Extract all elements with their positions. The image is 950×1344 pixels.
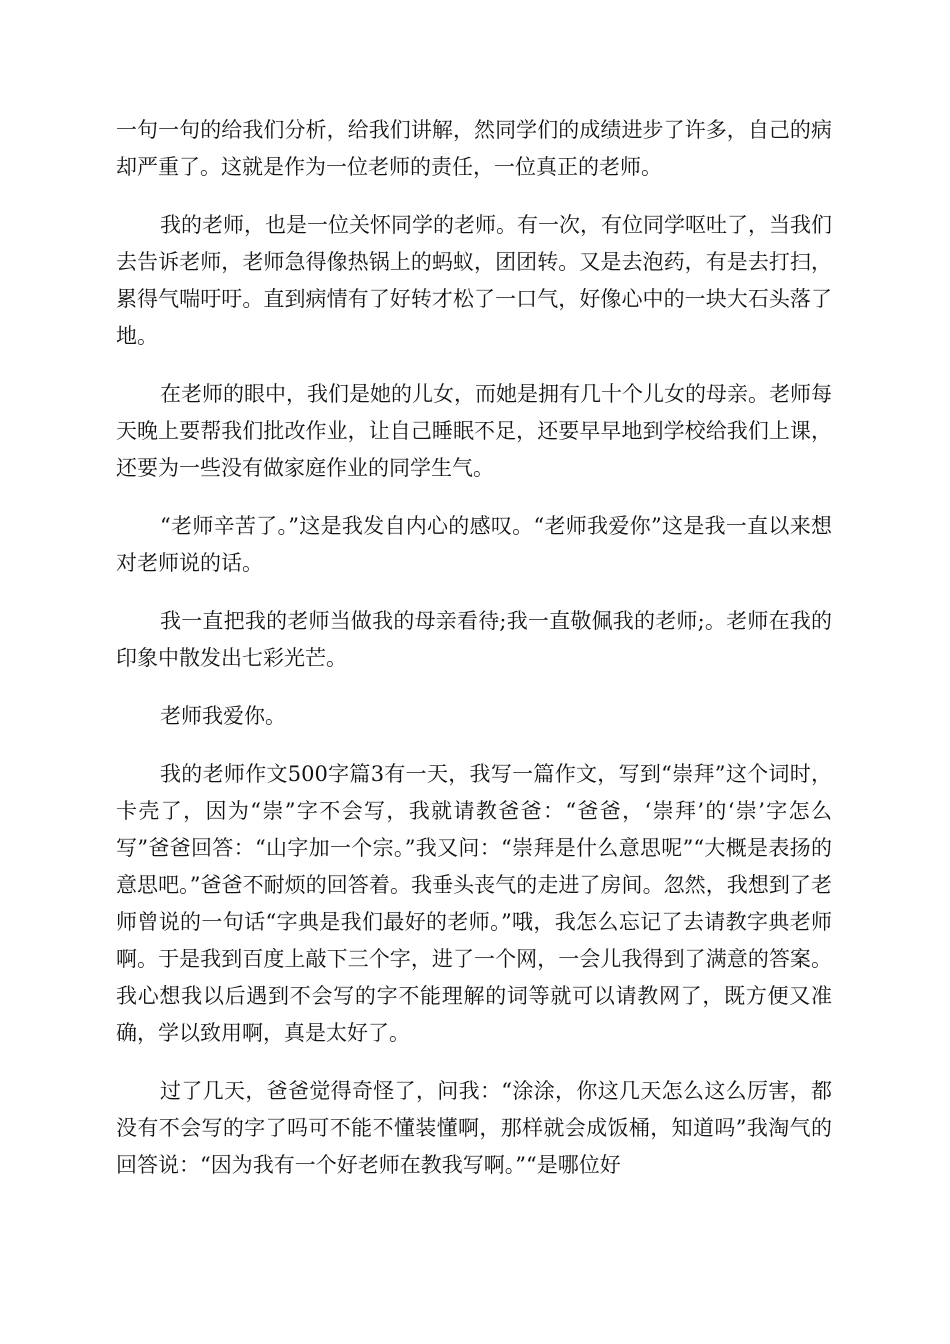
paragraph: 我一直把我的老师当做我的母亲看待;我一直敬佩我的老师;。老师在我的印象中散发出七彩光芒。	[116, 609, 832, 670]
paragraph: 一句一句的给我们分析，给我们讲解，然同学们的成绩进步了许多，自己的病却严重了。这就是作为一位老师的责任，一位真正的老师。	[116, 118, 832, 179]
paragraph: 老师我爱你。	[160, 704, 286, 728]
paragraph: “老师辛苦了。”这是我发自内心的感叹。“老师我爱你”这是我一直以来想对老师说的话。	[116, 514, 832, 575]
paragraph: 过了几天，爸爸觉得奇怪了，问我：“涂涂，你这几天怎么这么厉害，都没有不会写的字了吗可不能不懂装懂啊，那样就会成饭桶，知道吗”我淘气的回答说：“因为我有一个好老师在教我写啊。”“是哪位好	[116, 1079, 832, 1177]
paragraph: 我的老师，也是一位关怀同学的老师。有一次，有位同学呕吐了，当我们去告诉老师，老师急得像热锅上的蚂蚁，团团转。又是去泡药，有是去打扫，累得气喘吁吁。直到病情有了好转才松了一口气，好像心中的一块大石头落了地。	[116, 213, 832, 348]
paragraph: 我的老师作文500字篇3有一天，我写一篇作文，写到“崇拜”这个词时，卡壳了，因为“崇”字不会写，我就请教爸爸：“爸爸，‘崇拜’的‘崇’字怎么写”爸爸回答：“山字加一个宗。”我又问：“崇拜是什么意思呢”“大概是表扬的意思吧。”爸爸不耐烦的回答着。我垂头丧气的走进了房间。忽然，我想到了老师曾说的一句话“字典是我们最好的老师。”哦，我怎么忘记了去请教字典老师啊。于是我到百度上敲下三个字，进了一个网，一会儿我得到了满意的答案。我心想我以后遇到不会写的字不能理解的词等就可以请教网了，既方便又准确，学以致用啊，真是太好了。	[116, 762, 832, 1045]
document-body	[116, 112, 832, 1205]
paragraph: 在老师的眼中，我们是她的儿女，而她是拥有几十个儿女的母亲。老师每天晚上要帮我们批改作业，让自己睡眠不足，还要早早地到学校给我们上课，还要为一些没有做家庭作业的同学生气。	[116, 382, 832, 480]
